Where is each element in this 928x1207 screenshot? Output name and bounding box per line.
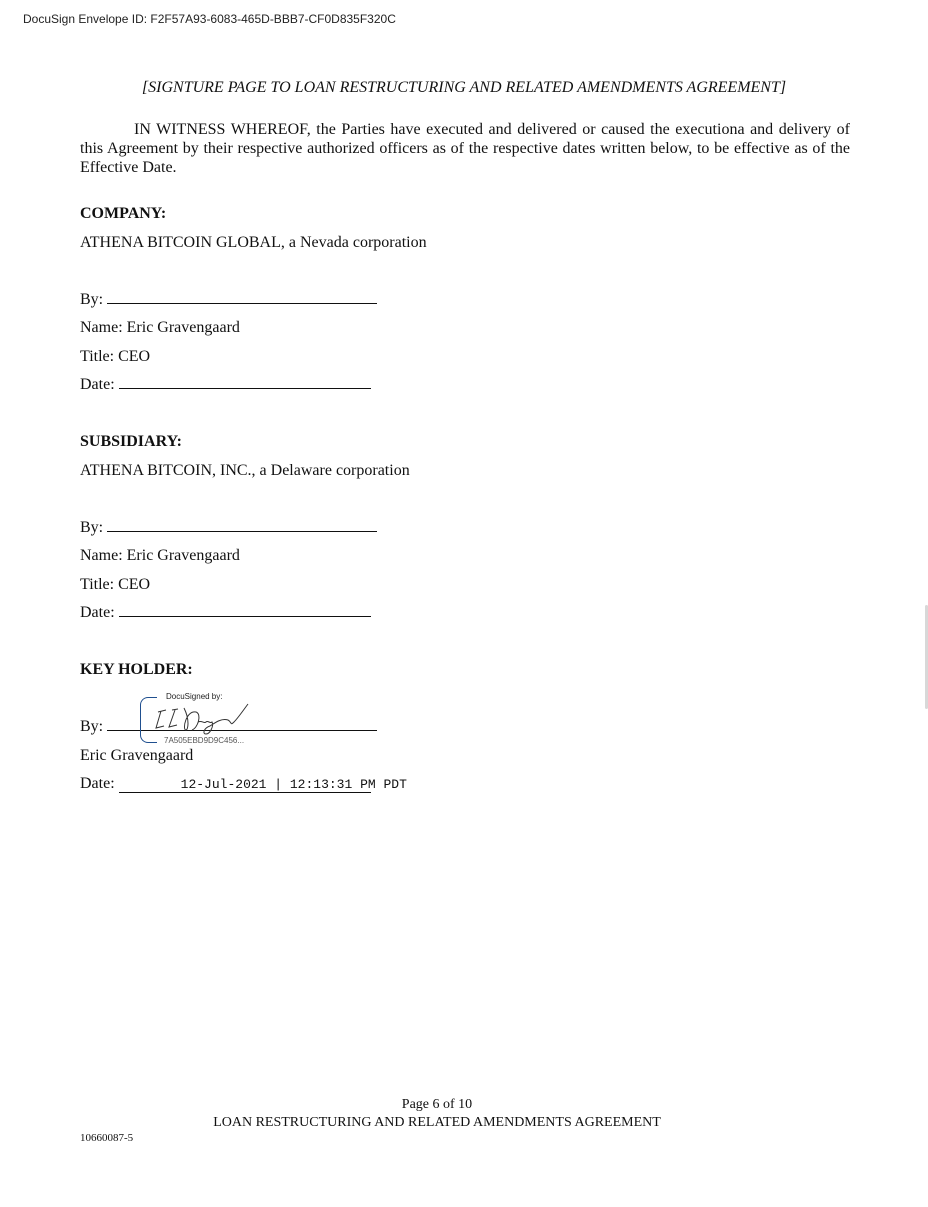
key-holder-heading: KEY HOLDER: — [80, 661, 193, 678]
company-date-field[interactable] — [119, 376, 371, 389]
company-signature-field[interactable] — [107, 291, 377, 304]
key-holder-date-value: 12-Jul-2021 | 12:13:31 PM PDT — [119, 777, 371, 793]
company-by-line — [80, 291, 377, 309]
docusigned-by-label: DocuSigned by: — [166, 692, 223, 701]
company-date-line — [80, 376, 371, 394]
intro-text: IN WITNESS WHEREOF, the Parties have executed and delivered or caused the executiona and delivery of this Agreement by their respective authorized officers as of the respective dates written below, to be effective as of the Effective Date. — [80, 121, 850, 176]
company-title: Title: CEO — [80, 348, 151, 365]
key-holder-date-label: Date: — [80, 775, 115, 792]
page-title: [SIGNTURE PAGE TO LOAN RESTRUCTURING AND RELATED AMENDMENTS AGREEMENT] — [141, 79, 787, 96]
subsidiary-by-line — [80, 519, 377, 537]
intro-paragraph — [80, 120, 850, 177]
company-date-label: Date: — [80, 376, 115, 393]
company-by-label: By: — [80, 291, 104, 308]
doc-number: 10660087-5 — [80, 1132, 134, 1144]
handwritten-signature — [152, 700, 260, 736]
subsidiary-entity: ATHENA BITCOIN, INC., a Delaware corporation — [80, 462, 410, 479]
company-name: Name: Eric Gravengaard — [80, 319, 240, 336]
subsidiary-date-field[interactable] — [119, 604, 371, 617]
signature-id: 7A505EBD9D9C456... — [164, 736, 245, 745]
subsidiary-by-label: By: — [80, 519, 104, 536]
page-number: Page 6 of 10 — [401, 1097, 473, 1112]
docusign-signature-stamp — [140, 692, 260, 744]
envelope-id: DocuSign Envelope ID: F2F57A93-6083-465D-BBB7-CF0D835F320C — [23, 12, 396, 26]
subsidiary-heading: SUBSIDIARY: — [80, 433, 182, 450]
subsidiary-name: Name: Eric Gravengaard — [80, 547, 240, 564]
key-holder-by-label: By: — [80, 718, 104, 735]
subsidiary-date-label: Date: — [80, 604, 115, 621]
company-entity: ATHENA BITCOIN GLOBAL, a Nevada corporation — [80, 234, 427, 251]
key-holder-name: Eric Gravengaard — [80, 747, 194, 764]
footer-doc-title: LOAN RESTRUCTURING AND RELATED AMENDMENTS AGREEMENT — [213, 1115, 661, 1130]
subsidiary-signature-field[interactable] — [107, 519, 377, 532]
subsidiary-date-line — [80, 604, 371, 622]
company-heading: COMPANY: — [80, 205, 167, 222]
subsidiary-title: Title: CEO — [80, 576, 151, 593]
key-holder-date-line — [80, 775, 407, 793]
